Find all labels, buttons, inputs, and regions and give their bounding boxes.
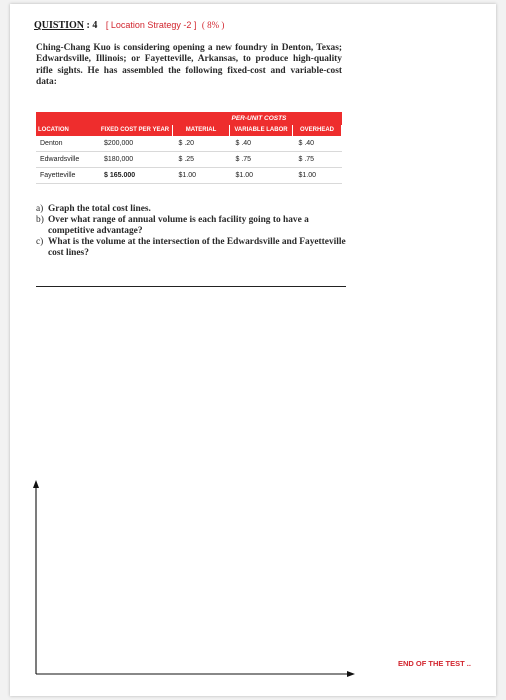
table-band-label: PER-UNIT COSTS [230, 112, 342, 125]
list-item [36, 215, 346, 237]
table-row [36, 152, 342, 168]
question-header [34, 20, 224, 31]
cell-fixed-cost: $180,000 [98, 152, 173, 168]
cell-labor: $1.00 [230, 168, 293, 184]
item-text: Graph the total cost lines. [48, 204, 151, 214]
cell-labor: $ .75 [230, 152, 293, 168]
col-header-location: LOCATION [36, 125, 98, 136]
question-number: : 4 [86, 20, 98, 31]
x-axis-arrow-icon [347, 671, 355, 677]
cell-material: $ .20 [173, 136, 230, 152]
cell-material: $1.00 [173, 168, 230, 184]
col-header-overhead: OVERHEAD [293, 125, 342, 136]
table-row [36, 136, 342, 152]
table-header-row [36, 125, 342, 136]
question-percent: ( 8% ) [201, 20, 225, 30]
cell-fixed-cost: $ 165.000 [98, 168, 173, 184]
list-item [36, 204, 346, 215]
cost-table [36, 112, 342, 184]
y-axis-arrow-icon [33, 480, 39, 488]
cell-material: $ .25 [173, 152, 230, 168]
cell-location: Edwardsville [36, 152, 98, 168]
question-word: QUISTION [34, 20, 85, 31]
item-text: What is the volume at the intersection of the Edwardsville and Fayetteville cost lines? [48, 237, 346, 258]
cell-labor: $ .40 [230, 136, 293, 152]
cell-location: Denton [36, 136, 98, 152]
col-header-material: MATERIAL [173, 125, 230, 136]
cell-fixed-cost: $200,000 [98, 136, 173, 152]
cell-location: Fayetteville [36, 168, 98, 184]
item-label: c) [36, 237, 44, 247]
item-label: a) [36, 204, 44, 214]
document-page [10, 4, 496, 696]
y-axis [33, 480, 39, 674]
col-header-variable-labor: VARIABLE LABOR [230, 125, 293, 136]
cell-overhead: $ .75 [293, 152, 342, 168]
list-item [36, 237, 346, 259]
question-tag: [ Location Strategy -2 ] [105, 20, 197, 30]
cell-overhead: $1.00 [293, 168, 342, 184]
table-row [36, 168, 342, 184]
divider [36, 286, 346, 287]
problem-text: Ching-Chang Kuo is considering opening a new foundry in Denton, Texas; Edwardsville, Illinois; or Fayetteville, Arkansas, to produce high-quality rifle sights. He has assembled the following fixed-cost and variable-cost data: [36, 43, 342, 87]
col-header-fixed-cost: FIXED COST PER YEAR [98, 125, 173, 136]
cell-overhead: $ .40 [293, 136, 342, 152]
x-axis [36, 671, 355, 677]
question-list [36, 204, 346, 259]
end-of-test-text: END OF THE TEST .. [398, 659, 471, 668]
blank-graph-axes [30, 474, 360, 684]
item-label: b) [36, 215, 44, 225]
item-text: Over what range of annual volume is each facility going to have a competitive advantage? [48, 215, 309, 236]
table-band-blank [36, 112, 230, 125]
